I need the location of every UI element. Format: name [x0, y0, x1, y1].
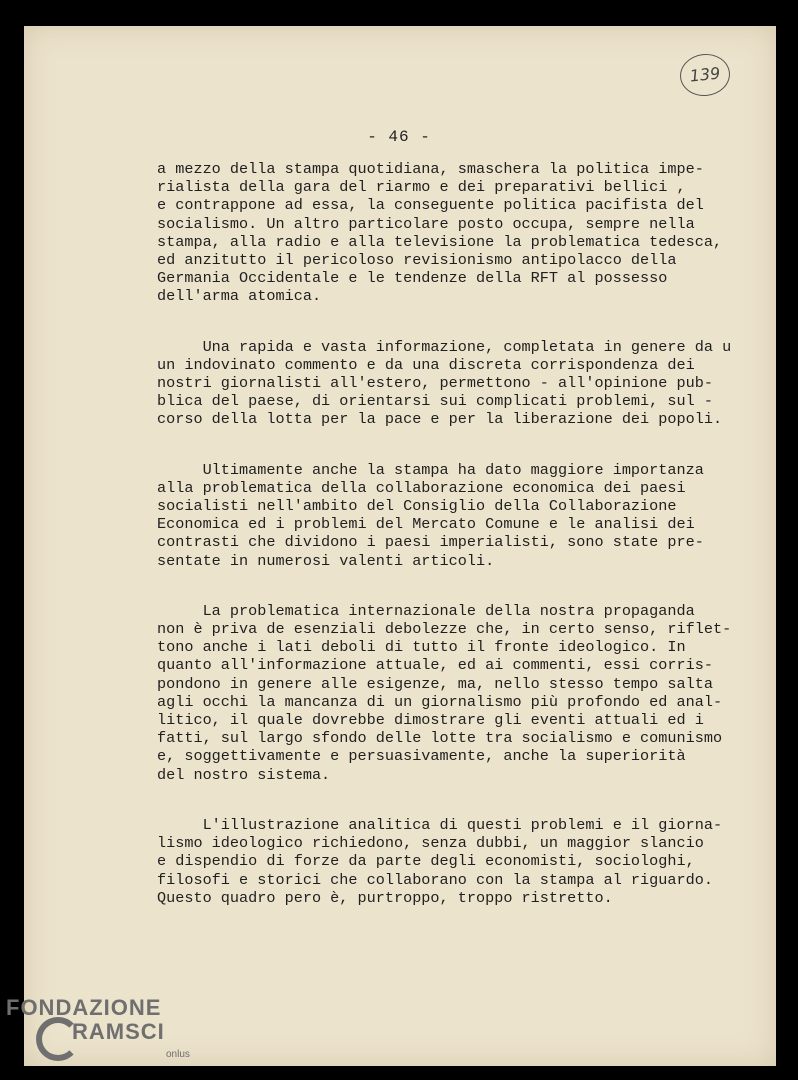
fondazione-gramsci-logo	[6, 995, 206, 1075]
logo-text-onlus: onlus	[166, 1049, 190, 1060]
text-line: stampa, alla radio e alla televisione la problematica tedesca,	[157, 232, 723, 251]
text-line: contrasti che dividono i paesi imperialisti, sono state pre-	[157, 533, 704, 552]
text-line: socialismo. Un altro particolare posto occupa, sempre nella	[157, 214, 695, 233]
page-number: - 46 -	[367, 128, 431, 146]
text-line: blica del paese, di orientarsi sui complicati problemi, sul -	[157, 392, 713, 411]
logo-text-fondazione: FONDAZIONE	[6, 995, 162, 1020]
text-line: dell'arma atomica.	[157, 287, 322, 306]
text-line: quanto all'informazione attuale, ed ai commenti, essi corris-	[157, 656, 713, 675]
text-line: un indovinato commento e da una discreta corrispondenza dei	[157, 355, 695, 374]
text-line: corso della lotta per la pace e per la liberazione dei popoli.	[157, 410, 723, 429]
text-line: filosofi e storici che collaborano con la stampa al riguardo.	[157, 870, 713, 889]
paragraph	[157, 602, 757, 784]
text-line: socialisti nell'ambito del Consiglio della Collaborazione	[157, 497, 677, 516]
text-line: La problematica internazionale della nostra propaganda	[157, 601, 695, 620]
paragraph	[157, 816, 757, 907]
text-line: Una rapida e vasta informazione, completata in genere da u	[157, 337, 732, 356]
text-line: fatti, sul largo sfondo delle lotte tra socialismo e comunismo	[157, 729, 723, 748]
text-line: lismo ideologico richiedono, senza dubbi, un maggior slancio	[157, 834, 704, 853]
text-line: Ultimamente anche la stampa ha dato maggiore importanza	[157, 460, 704, 479]
text-line: L'illustrazione analitica di questi problemi e il giorna-	[157, 815, 723, 834]
text-line: a mezzo della stampa quotidiana, smaschera la politica impe-	[157, 160, 704, 178]
paragraph	[157, 338, 757, 429]
archive-number-stamp: 139	[678, 52, 732, 99]
text-line: tono anche i lati deboli di tutto il fronte ideologico. In	[157, 638, 686, 657]
text-line: Germania Occidentale e le tendenze della RFT al possesso	[157, 269, 668, 288]
text-line: ed anzitutto il pericoloso revisionismo antipolacco della	[157, 251, 677, 270]
logo-text-gramsci: RAMSCI	[72, 1019, 165, 1044]
text-line: Economica ed i problemi del Mercato Comune e le analisi dei	[157, 515, 695, 534]
text-line: del nostro sistema.	[157, 765, 331, 784]
document-body	[157, 160, 757, 939]
text-line: e contrappone ad essa, la conseguente politica pacifista del	[157, 196, 704, 215]
text-line: rialista della gara del riarmo e dei preparativi bellici ,	[157, 178, 686, 197]
text-line: sentate in numerosi valenti articoli.	[157, 551, 495, 570]
text-line: non è priva de esenziali debolezze che, in certo senso, riflet-	[157, 620, 732, 639]
text-line: nostri giornalisti all'estero, permettono - all'opinione pub-	[157, 374, 713, 393]
text-line: alla problematica della collaborazione economica dei paesi	[157, 478, 686, 497]
text-line: Questo quadro pero è, purtroppo, troppo ristretto.	[157, 888, 613, 907]
paragraph	[157, 160, 757, 306]
text-line: e, soggettivamente e persuasivamente, anche la superiorità	[157, 747, 686, 766]
text-line: litico, il quale dovrebbe dimostrare gli eventi attuali ed i	[157, 711, 704, 730]
text-line: e dispendio di forze da parte degli economisti, sociologhi,	[157, 852, 695, 871]
text-line: agli occhi la mancanza di un giornalismo più profondo ed anal-	[157, 692, 723, 711]
paragraph	[157, 461, 757, 570]
text-line: pondono in genere alle esigenze, ma, nello stesso tempo salta	[157, 674, 713, 693]
